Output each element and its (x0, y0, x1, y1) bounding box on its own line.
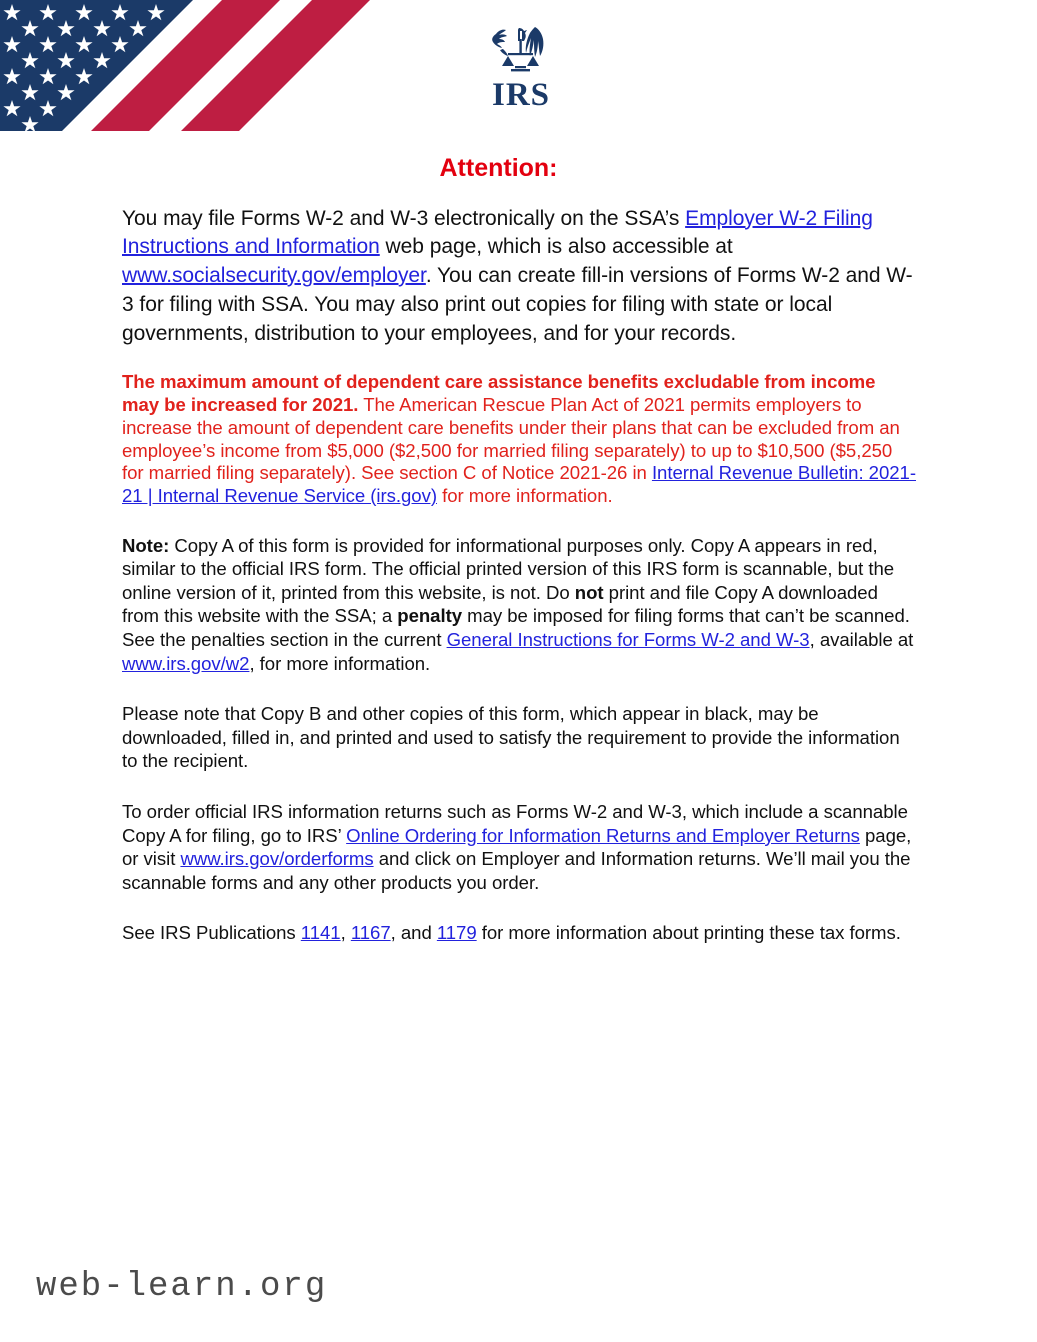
link-internal-revenue-bulletin[interactable]: Internal Revenue Bulletin: 2021-21 | Internal Revenue Service (irs.gov) (122, 462, 916, 506)
irs-logo (486, 22, 556, 112)
copy-b-text: Please note that Copy B and other copies of this form, which appear in black, may be downloaded, filled in, and printed and used to satisfy the requirement to provide the information to the recipient. (122, 703, 900, 772)
irs-eagle-scales-icon (490, 22, 552, 78)
link-publication-1141[interactable]: 1141 (300, 922, 341, 944)
link-online-ordering-information-returns[interactable]: Online Ordering for Information Returns and Employer Returns (346, 824, 860, 846)
link-publication-1167[interactable]: 1167 (350, 922, 391, 944)
lead-text-3: . You can create fill-in versions of Forms W-2 and W-3 for filing with SSA. You may also print out copies for filing with state or local governments, distribution to your employees, and for your records. (122, 264, 913, 345)
ordering-text-1: To order official IRS information returns such as Forms W-2 and W-3, which include a scannable Copy A for filing, go to IRS’ (122, 801, 908, 846)
dependent-care-text-2: for more information. (437, 485, 613, 506)
note-text-5: , for more information. (249, 652, 431, 674)
page-header (0, 0, 1037, 131)
note-text-3: may be imposed for filing forms that can’t be scanned. See the penalties section in the current (122, 605, 910, 651)
link-general-instructions-w2-w3[interactable]: General Instructions for Forms W-2 and W-3 (446, 629, 810, 651)
us-flag-banner (0, 0, 372, 131)
link-socialsecurity-employer[interactable]: www.socialsecurity.gov/employer (122, 264, 426, 288)
page-title: Attention: (439, 154, 558, 182)
document-body (0, 131, 1037, 945)
site-watermark: web-learn.org (36, 1268, 328, 1306)
paragraph-note (122, 534, 917, 676)
dependent-care-bold-lead: The maximum amount of dependent care assistance benefits excludable from income may be increased for 2021. (122, 371, 876, 416)
publications-text-4: for more information about printing these tax forms. (476, 922, 901, 944)
ordering-text-3: and click on Employer and Information returns. We’ll mail you the scannable forms and any other products you order. (122, 848, 911, 893)
paragraph-copy-b (122, 702, 917, 773)
lead-text-2: web page, which is also accessible at (379, 235, 733, 259)
dependent-care-text-1: The American Rescue Plan Act of 2021 permits employers to increase the amount of dependent care benefits under their plans that can be excluded from an employee’s income from $5,000 ($2,500 for married filing separately) to up to $10,500 ($5,250 for married filing separately). See section C of Notice 2021-26 in (122, 394, 900, 484)
paragraph-ordering (122, 800, 917, 894)
document-content (0, 205, 1037, 946)
publications-text-1: See IRS Publications (122, 922, 301, 944)
link-irs-gov-orderforms[interactable]: www.irs.gov/orderforms (180, 848, 374, 870)
publications-text-3: , and (390, 922, 437, 944)
irs-wordmark: IRS (491, 77, 551, 113)
publications-text-2: , (340, 922, 351, 944)
note-text-2: print and file Copy A downloaded from this website with the SSA; a (122, 581, 878, 627)
note-label: Note: (122, 534, 170, 556)
note-text-1: Copy A of this form is provided for informational purposes only. Copy A appears in red, similar to the official IRS form. The official printed version of this IRS form is scannable, but the online version of it, printed from this website, is not. Do (122, 534, 895, 603)
link-publication-1179[interactable]: 1179 (436, 922, 477, 944)
paragraph-lead (122, 205, 917, 349)
link-employer-w2-filing-instructions[interactable]: Employer W-2 Filing Instructions and Information (122, 206, 873, 259)
paragraph-publications (122, 921, 917, 945)
note-text-4: , available at (809, 629, 914, 651)
ordering-text-2: page, or visit (122, 824, 912, 870)
note-bold-penalty: penalty (397, 605, 463, 627)
paragraph-dependent-care (122, 371, 917, 507)
note-bold-not: not (574, 581, 604, 603)
link-irs-gov-w2[interactable]: www.irs.gov/w2 (122, 652, 250, 674)
lead-text-1: You may file Forms W-2 and W-3 electronically on the SSA’s (122, 206, 686, 230)
